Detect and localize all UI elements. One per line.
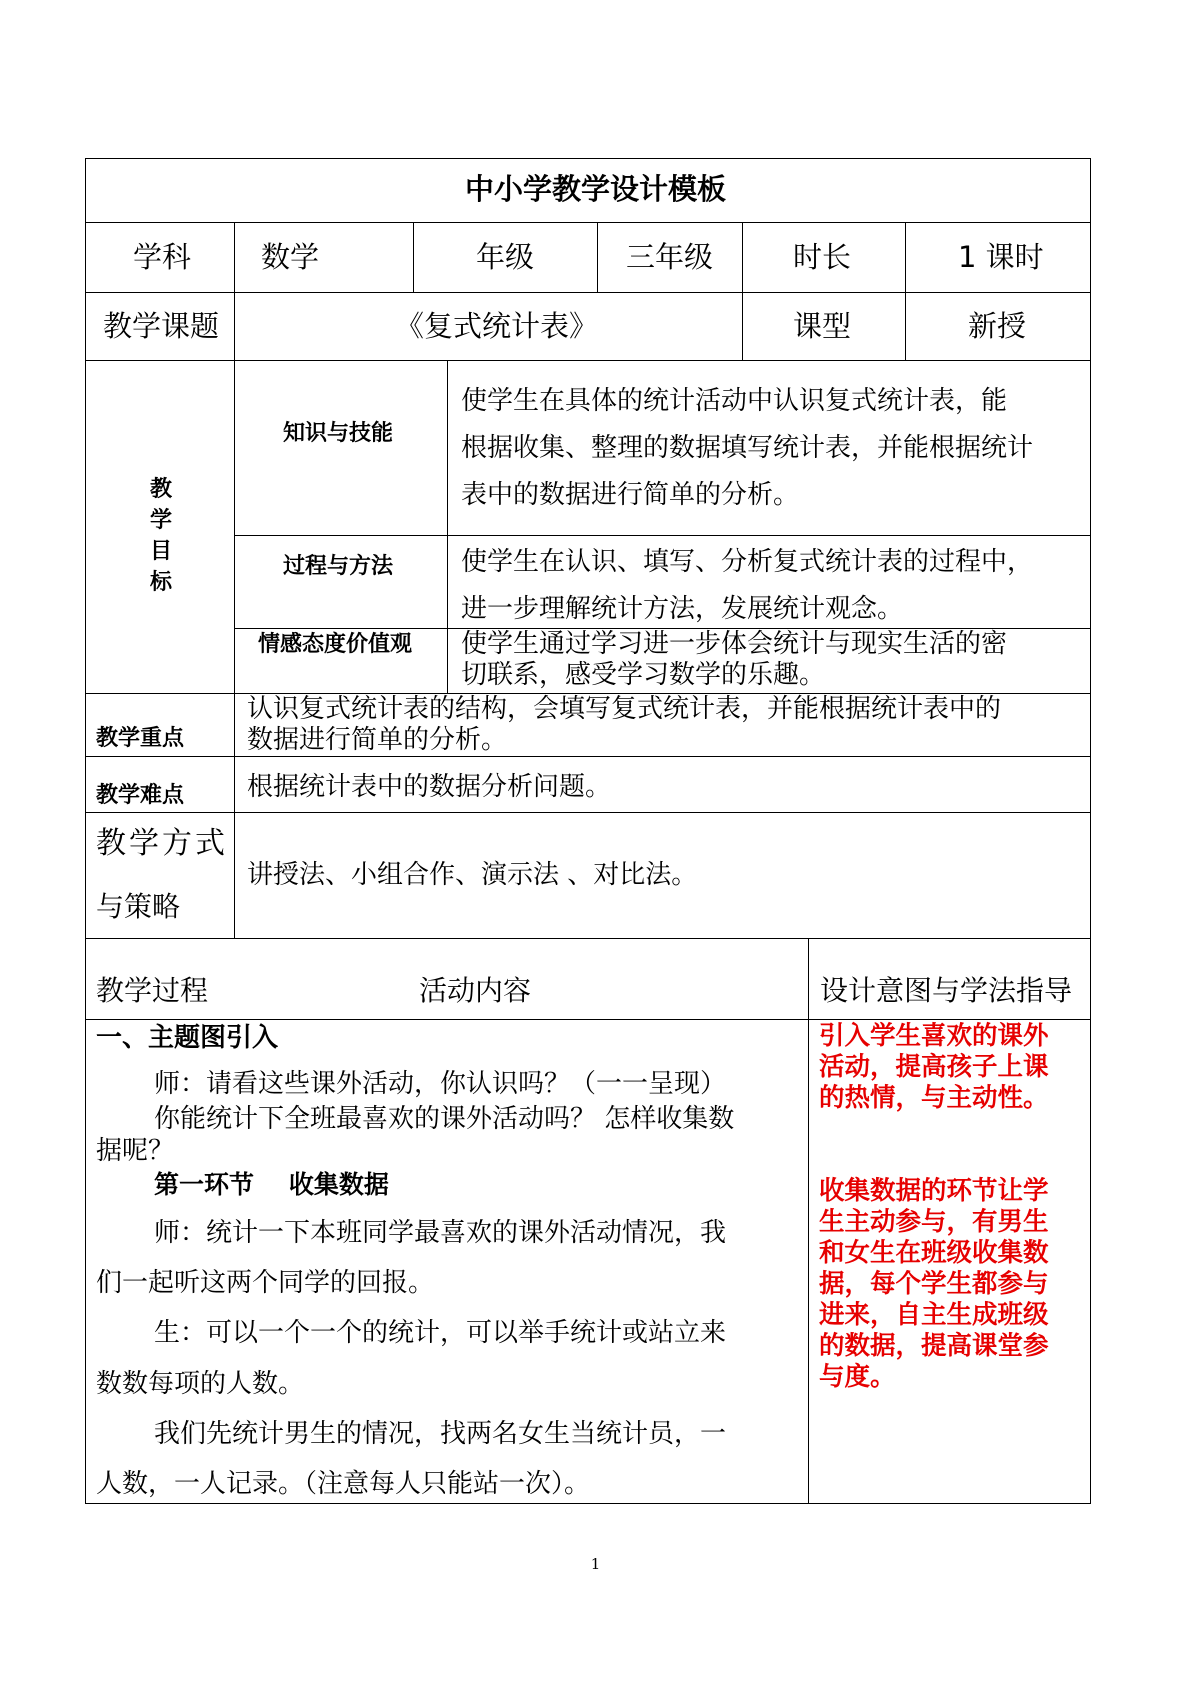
intent-note-line: 的数据，提高课堂参 bbox=[819, 1331, 1049, 1361]
topic-label: 教学课题 bbox=[103, 309, 220, 343]
intent-note-line: 收集数据的环节让学 bbox=[819, 1176, 1049, 1206]
difficulty-text: 根据统计表中的数据分析问题。 bbox=[247, 772, 612, 802]
page-number: 1 bbox=[590, 1555, 601, 1573]
teacher-line-1: 师：请看这些课外活动，你认识吗？（一一呈现） bbox=[154, 1069, 727, 1099]
key-point-text bbox=[247, 694, 1001, 756]
duration-label: 时长 bbox=[793, 240, 852, 274]
question-line-2: 据呢？ bbox=[96, 1136, 175, 1166]
section-title: 一、主题图引入 bbox=[96, 1023, 279, 1053]
type-label: 课型 bbox=[793, 309, 852, 343]
intent-note-line: 引入学生喜欢的课外 bbox=[819, 1021, 1049, 1051]
grade-value: 三年级 bbox=[626, 240, 714, 274]
intent-note-line: 的热情，与主动性。 bbox=[819, 1083, 1049, 1113]
process-method-line: 进一步理解统计方法，发展统计观念。 bbox=[461, 594, 904, 624]
objectives-label bbox=[146, 474, 176, 598]
knowledge-line: 使学生在具体的统计活动中认识复式统计表，能 bbox=[461, 386, 1008, 416]
difficulty-label: 教学难点 bbox=[96, 783, 185, 808]
key-point-line: 认识复式统计表的结构，会填写复式统计表，并能根据统计表中的 bbox=[247, 694, 1002, 724]
emotion-text bbox=[461, 629, 1007, 691]
objectives-label-char: 目 bbox=[149, 539, 172, 564]
design-intent-note-2 bbox=[819, 1176, 1049, 1393]
intent-note-line: 据，每个学生都参与 bbox=[819, 1269, 1049, 1299]
student-line-a: 生：可以一个一个的统计，可以举手统计或站立来 bbox=[154, 1318, 727, 1348]
intent-note-line: 进来，自主生成班级 bbox=[819, 1300, 1049, 1330]
method-text: 讲授法、小组合作、演示法 、对比法。 bbox=[247, 860, 698, 890]
process-header-col1: 教学过程 bbox=[96, 974, 209, 1007]
key-point-label: 教学重点 bbox=[96, 726, 185, 751]
knowledge-line: 表中的数据进行简单的分析。 bbox=[461, 480, 800, 510]
plan-line-a: 我们先统计男生的情况，找两名女生当统计员，一 bbox=[154, 1419, 727, 1449]
objectives-label-char: 教 bbox=[149, 477, 172, 502]
key-point-line: 数据进行简单的分析。 bbox=[247, 725, 508, 755]
type-value: 新授 bbox=[968, 309, 1027, 343]
process-label-cell bbox=[234, 535, 448, 629]
design-intent-note-1 bbox=[819, 1021, 1049, 1114]
process-method-text bbox=[461, 539, 1033, 633]
process-header-col2: 活动内容 bbox=[419, 974, 532, 1007]
knowledge-label: 知识与技能 bbox=[283, 421, 394, 446]
process-method-line: 使学生在认识、填写、分析复式统计表的过程中， bbox=[461, 547, 1034, 577]
intent-note-line: 生主动参与，有男生 bbox=[819, 1207, 1049, 1237]
intent-note-line: 和女生在班级收集数 bbox=[819, 1238, 1049, 1268]
subject-label: 学科 bbox=[133, 240, 192, 274]
document-title: 中小学教学设计模板 bbox=[464, 172, 726, 206]
method-label-line1: 教学方式 bbox=[96, 826, 228, 861]
knowledge-line: 根据收集、整理的数据填写统计表，并能根据统计 bbox=[461, 433, 1034, 463]
intent-note-line: 活动，提高孩子上课 bbox=[819, 1052, 1049, 1082]
emotion-label: 情感态度价值观 bbox=[258, 632, 413, 657]
knowledge-text bbox=[461, 378, 1033, 519]
duration-value: 1 课时 bbox=[958, 240, 1044, 274]
method-label-line2: 与策略 bbox=[96, 890, 181, 923]
student-line-b: 数数每项的人数。 bbox=[96, 1369, 305, 1399]
objectives-label-char: 学 bbox=[149, 508, 172, 533]
grade-label: 年级 bbox=[476, 240, 535, 274]
topic-value: 《复式统计表》 bbox=[395, 309, 599, 343]
intent-note-line: 与度。 bbox=[819, 1362, 896, 1392]
emotion-line: 切联系，感受学习数学的乐趣。 bbox=[461, 660, 826, 690]
process-method-label: 过程与方法 bbox=[283, 554, 394, 579]
question-line-1: 你能统计下全班最喜欢的课外活动吗？ 怎样收集数 bbox=[154, 1104, 735, 1134]
teacher-line-2b: 们一起听这两个同学的回报。 bbox=[96, 1268, 435, 1298]
plan-line-b: 人数，一人记录。（注意每人只能站一次）。 bbox=[96, 1469, 591, 1499]
step-title: 第一环节 收集数据 bbox=[154, 1170, 389, 1199]
emotion-line: 使学生通过学习进一步体会统计与现实生活的密 bbox=[461, 629, 1008, 659]
process-header-col3: 设计意图与学法指导 bbox=[820, 974, 1073, 1007]
knowledge-label-cell bbox=[234, 360, 448, 536]
objectives-label-char: 标 bbox=[149, 570, 172, 595]
teacher-line-2a: 师：统计一下本班同学最喜欢的课外活动情况，我 bbox=[154, 1218, 727, 1248]
subject-value: 数学 bbox=[261, 240, 320, 274]
